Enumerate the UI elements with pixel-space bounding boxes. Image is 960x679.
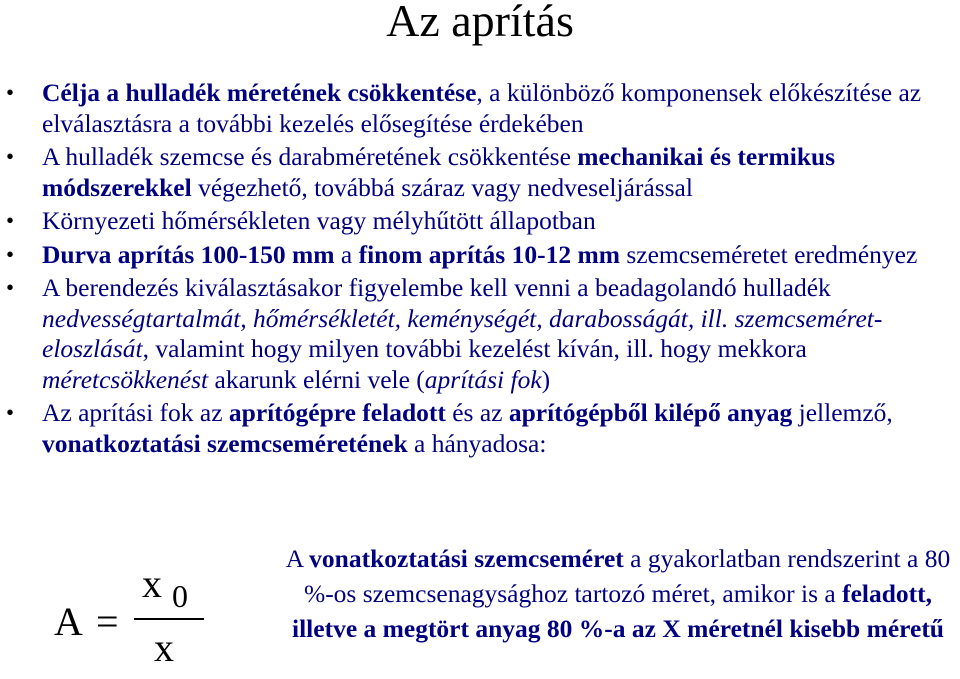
- bullet-item: [0, 240, 960, 271]
- text-run: a: [334, 239, 359, 269]
- text-run: végezhető, továbbá száraz vagy nedveseljárással: [191, 172, 693, 202]
- formula-numerator-subscript: 0: [172, 578, 188, 614]
- italic-text: nedvességtartalmát, hőmérsékletét, keménységét, darabosságát, ill. szemcseméret-eloszlását: [42, 303, 883, 363]
- formula-equals: =: [96, 599, 119, 644]
- bold-text: aprítógépre feladott: [228, 398, 446, 427]
- italic-text: aprítási fok: [424, 364, 542, 394]
- bullet-point-icon: •: [6, 208, 15, 233]
- text-run: a hányadosa:: [407, 428, 547, 458]
- formula-numerator: x: [142, 561, 162, 606]
- text-run: Az aprítási fok az: [42, 398, 229, 427]
- italic-text: méretcsökkenést: [42, 364, 209, 394]
- bullet-point-icon: •: [6, 275, 15, 300]
- text-run: jellemző,: [792, 398, 893, 427]
- bullet-point-icon: •: [6, 80, 15, 105]
- text-run: , a különböző komponensek előkészítése az elválasztásra a további kezelés elősegítése érdekében: [42, 78, 922, 138]
- fraction-bar: [134, 618, 204, 620]
- bullet-item: [0, 273, 960, 395]
- bold-text: Durva aprítás 100-150 mm: [42, 239, 335, 269]
- bullet-item: [0, 398, 960, 459]
- text-run: szemcseméretet eredményez: [619, 239, 918, 269]
- bold-text: mechanikai és termikus módszerekkel: [42, 142, 836, 202]
- reference-size-note: [278, 541, 958, 646]
- text-run: , valamint hogy milyen további kezelést kíván, ill. hogy mekkora: [142, 334, 807, 363]
- bold-text: finom aprítás 10-12 mm: [358, 239, 620, 269]
- text-run: ): [541, 364, 551, 394]
- bullet-point-icon: •: [6, 241, 15, 267]
- bullet-list: [0, 78, 960, 462]
- bullet-point-icon: •: [6, 144, 15, 169]
- formula-lhs: A: [54, 599, 83, 644]
- bullet-item: [0, 142, 960, 203]
- text-run: és az: [445, 398, 509, 427]
- bold-text: Célja a hulladék méretének csökkentése: [42, 78, 477, 107]
- formula-denominator: x: [154, 625, 174, 670]
- bullet-item: [0, 206, 960, 237]
- bold-text: vonatkoztatási szemcseméret: [309, 544, 624, 573]
- text-run: A: [285, 544, 310, 573]
- text-run: Környezeti hőmérsékleten vagy mélyhűtött állapotban: [42, 206, 596, 235]
- bold-text: vonatkoztatási szemcseméretének: [42, 428, 408, 458]
- text-run: A hulladék szemcse és darabméretének csökkentése: [42, 142, 578, 171]
- bold-text: aprítógépből kilépő anyag: [508, 398, 793, 427]
- bullet-point-icon: •: [6, 400, 15, 425]
- slide-title: Az aprítás: [386, 0, 574, 46]
- text-run: A berendezés kiválasztásakor figyelembe kell venni a beadagolandó hulladék: [42, 273, 831, 302]
- comminution-ratio-formula: [54, 560, 224, 670]
- bold-text: feladott, illetve a megtört anyag 80 %-a az X méretnél kisebb méretű: [292, 579, 944, 643]
- bullet-item: [0, 78, 960, 139]
- text-run: akarunk elérni vele (: [208, 364, 425, 394]
- text-run: a gyakorlatban rendszerint a 80 %-os szemcsenagysághoz tartozó méret, amikor is a: [303, 544, 951, 608]
